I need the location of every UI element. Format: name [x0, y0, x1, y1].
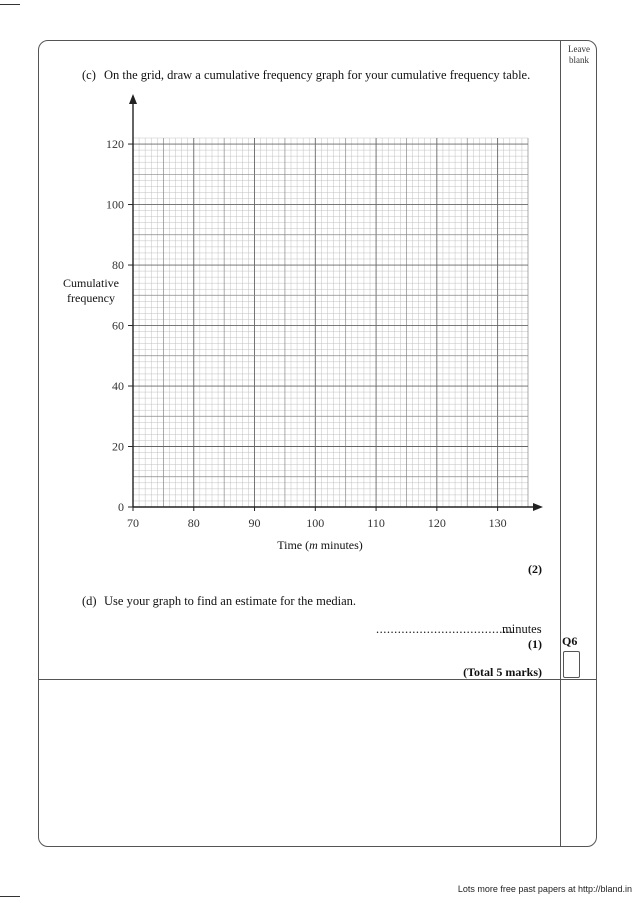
y-tick-label: 100 — [106, 197, 124, 212]
part-d-label: (d) — [82, 594, 97, 608]
x-axis-label-start: Time ( — [277, 538, 310, 552]
y-axis-label-line2: frequency — [67, 291, 115, 305]
x-axis-label-end: minutes) — [317, 538, 363, 552]
leave-blank-label: Leave blank — [568, 44, 590, 65]
x-tick-label: 110 — [367, 516, 385, 530]
x-tick-label: 70 — [127, 516, 139, 530]
y-tick-label: 20 — [112, 439, 124, 454]
y-axis-arrow-icon — [129, 94, 137, 104]
part-c-label: (c) — [82, 68, 96, 82]
x-axis-label — [260, 538, 380, 553]
x-axis-arrow-icon — [533, 503, 543, 511]
x-tick-label: 100 — [306, 516, 325, 530]
median-answer-line[interactable]: ...................................... — [376, 622, 514, 636]
part-d-question: Use your graph to find an estimate for the median. — [104, 594, 357, 608]
y-tick-label: 0 — [118, 500, 124, 514]
part-c-marks: (2) — [528, 562, 542, 576]
part-d-marks: (1) — [528, 637, 542, 651]
x-tick-label: 130 — [488, 516, 507, 530]
question-mark-box — [563, 651, 580, 678]
x-tick-label: 80 — [187, 516, 200, 530]
y-tick-label: 60 — [112, 318, 124, 333]
x-tick-label: 120 — [427, 516, 446, 530]
answer-unit: minutes — [502, 622, 542, 636]
y-tick-label: 40 — [112, 379, 124, 394]
total-marks: (Total 5 marks) — [463, 665, 542, 679]
x-axis-label-variable: m — [309, 538, 318, 552]
x-tick-label: 90 — [248, 516, 261, 530]
y-axis-label-line1: Cumulative — [63, 276, 119, 290]
y-tick-label: 80 — [112, 258, 124, 273]
part-c-question: On the grid, draw a cumulative frequency graph for your cumulative frequency table. — [104, 68, 531, 82]
y-tick-label: 120 — [106, 137, 124, 152]
question-number-label: Q6 — [562, 634, 578, 648]
y-axis-label — [56, 276, 126, 306]
footer-link-text[interactable]: Lots more free past papers at http://bland.in — [457, 884, 632, 894]
